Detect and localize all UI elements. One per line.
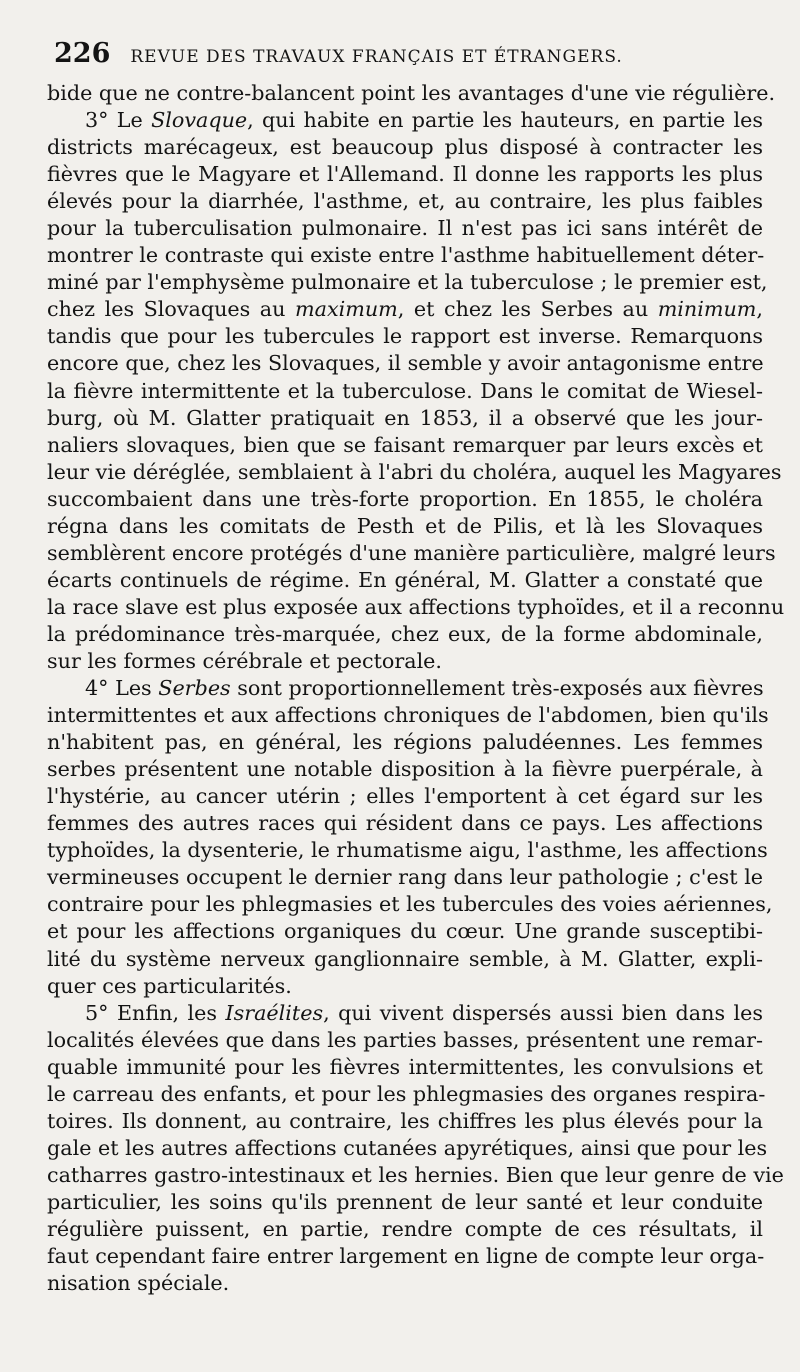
text-segment: quable immunité pour les fièvres intermittentes, les convulsions et	[47, 1054, 763, 1079]
text-segment: vermineuses occupent le dernier rang dans leur pathologie ; c'est le	[47, 865, 764, 890]
text-segment: toires. Ils donnent, au contraire, les chiffres les plus élevés pour la	[47, 1108, 763, 1133]
text-line	[47, 783, 763, 810]
italic-term: minimum	[657, 297, 757, 322]
text-segment: burg, où M. Glatter pratiquait en 1853, il a observé que les jour-	[47, 405, 763, 430]
text-line	[47, 1081, 766, 1108]
text-segment: ,	[756, 297, 763, 322]
text-line	[47, 973, 763, 1000]
text-line	[47, 513, 763, 540]
text-line	[47, 621, 763, 648]
text-segment: sont proportionnellement très-exposés aux fièvres	[230, 676, 764, 701]
text-segment: contraire pour les phlegmasies et les tubercules des voies aériennes,	[47, 892, 773, 917]
running-head: REVUE DES TRAVAUX FRANÇAIS ET ÉTRANGERS.	[130, 47, 623, 67]
text-line	[47, 1243, 763, 1270]
text-line	[47, 567, 763, 594]
text-segment: particulier, les soins qu'ils prennent de leur santé et leur conduite	[47, 1189, 763, 1214]
text-line	[47, 80, 776, 107]
text-line	[47, 1270, 763, 1297]
text-segment: chez les Slovaques au	[47, 297, 295, 322]
text-line	[47, 594, 785, 621]
text-segment: régna dans les comitats de Pesth et de Pilis, et là les Slovaques	[47, 513, 763, 538]
text-line	[47, 540, 776, 567]
text-segment: montrer le contraste qui existe entre l'asthme habituellement déter-	[47, 243, 765, 268]
text-line	[47, 134, 763, 161]
text-segment: bide que ne contre-balancent point les avantages d'une vie régulière.	[47, 81, 776, 105]
text-segment: leur vie déréglée, semblaient à l'abri du choléra, auquel les Magyares	[47, 459, 782, 484]
text-line	[47, 323, 763, 350]
text-line	[47, 648, 763, 675]
text-segment: localités élevées que dans les parties basses, présentent une remar-	[47, 1027, 763, 1052]
text-segment: , qui habite en partie les hauteurs, en partie les	[247, 108, 763, 133]
text-segment: catharres gastro-intestinaux et les hernies. Bien que leur genre de vie	[47, 1162, 784, 1187]
text-line	[47, 107, 763, 134]
text-segment: la prédominance très-marquée, chez eux, de la forme abdominale,	[47, 621, 763, 646]
text-line	[47, 242, 763, 269]
text-line	[47, 188, 763, 215]
text-line	[47, 1108, 763, 1135]
text-line	[47, 1135, 768, 1162]
text-line	[47, 946, 763, 973]
text-segment: élevés pour la diarrhée, l'asthme, et, au contraire, les plus faibles	[47, 189, 763, 214]
text-segment: et pour les affections organiques du cœur. Une grande susceptibi-	[47, 919, 763, 944]
text-segment: n'habitent pas, en général, les régions paludéennes. Les femmes	[47, 730, 763, 755]
italic-term: maximum	[295, 297, 398, 322]
text-line	[47, 810, 763, 837]
text-line	[47, 891, 773, 918]
text-segment: régulière puissent, en partie, rendre compte de ces résultats, il	[47, 1216, 763, 1241]
body-text	[47, 80, 785, 1297]
text-segment: tandis que pour les tubercules le rapport est inverse. Remarquons	[47, 324, 763, 349]
text-segment: encore que, chez les Slovaques, il semble y avoir antagonisme entre	[47, 351, 764, 376]
text-line	[47, 918, 763, 945]
text-segment: , et chez les Serbes au	[397, 297, 658, 322]
text-segment: sur les formes cérébrale et pectorale.	[47, 648, 443, 673]
text-line	[47, 756, 763, 783]
italic-term: Israélites	[225, 1000, 324, 1025]
text-line	[47, 1189, 763, 1216]
page-number: 226	[54, 38, 111, 69]
text-segment: lité du système nerveux ganglionnaire semble, à M. Glatter, expli-	[47, 946, 763, 971]
text-line	[47, 486, 763, 513]
text-segment: la race slave est plus exposée aux affections typhoïdes, et il a reconnu	[47, 594, 785, 619]
text-segment: nisation spéciale.	[47, 1271, 230, 1296]
text-line	[47, 675, 763, 702]
text-segment: 3° Le	[85, 108, 152, 133]
text-line	[47, 405, 763, 432]
italic-term: Serbes	[158, 676, 231, 701]
text-segment: intermittentes et aux affections chroniques de l'abdomen, bien qu'ils	[47, 703, 769, 728]
text-line	[47, 702, 769, 729]
text-line	[47, 215, 763, 242]
text-segment: naliers slovaques, bien que se faisant remarquer par leurs excès et	[47, 432, 763, 457]
text-line	[47, 350, 763, 377]
text-segment: le carreau des enfants, et pour les phlegmasies des organes respira-	[47, 1081, 766, 1106]
text-line	[47, 378, 763, 405]
text-segment: 4° Les	[85, 676, 159, 701]
text-segment: la fièvre intermittente et la tuberculose. Dans le comitat de Wiesel-	[47, 378, 763, 403]
text-segment: , qui vivent dispersés aussi bien dans les	[323, 1000, 763, 1025]
text-segment: 5° Enfin, les	[85, 1000, 226, 1025]
text-line	[47, 1000, 763, 1027]
text-line	[47, 837, 768, 864]
text-segment: semblèrent encore protégés d'une manière particulière, malgré leurs	[47, 540, 776, 565]
text-segment: districts marécageux, est beaucoup plus disposé à contracter les	[47, 135, 763, 160]
text-line	[47, 432, 763, 459]
text-line	[47, 161, 763, 188]
text-line	[47, 729, 763, 756]
text-segment: pour la tuberculisation pulmonaire. Il n'est pas ici sans intérêt de	[47, 216, 763, 241]
text-line	[47, 1216, 763, 1243]
text-segment: écarts continuels de régime. En général, M. Glatter a constaté que	[47, 567, 763, 592]
text-line	[47, 1162, 784, 1189]
text-line	[47, 459, 782, 486]
text-segment: succombaient dans une très-forte proportion. En 1855, le choléra	[47, 486, 763, 511]
text-line	[47, 864, 763, 891]
text-line	[47, 296, 763, 323]
text-segment: miné par l'emphysème pulmonaire et la tuberculose ; le premier est,	[47, 270, 768, 295]
text-segment: quer ces particularités.	[47, 973, 292, 998]
text-line	[47, 1027, 763, 1054]
text-segment: femmes des autres races qui résident dans ce pays. Les affections	[47, 811, 763, 836]
text-segment: fièvres que le Magyare et l'Allemand. Il donne les rapports les plus	[47, 162, 763, 187]
text-line	[47, 1054, 763, 1081]
text-segment: typhoïdes, la dysenterie, le rhumatisme aigu, l'asthme, les affections	[47, 838, 768, 863]
text-segment: gale et les autres affections cutanées apyrétiques, ainsi que pour les	[47, 1135, 768, 1160]
text-line	[47, 269, 768, 296]
page-header	[54, 38, 760, 72]
text-segment: l'hystérie, au cancer utérin ; elles l'emportent à cet égard sur les	[47, 784, 763, 809]
text-segment: faut cependant faire entrer largement en ligne de compte leur orga-	[47, 1244, 765, 1269]
text-segment: serbes présentent une notable disposition à la fièvre puerpérale, à	[47, 757, 763, 782]
italic-term: Slovaque	[151, 108, 248, 133]
